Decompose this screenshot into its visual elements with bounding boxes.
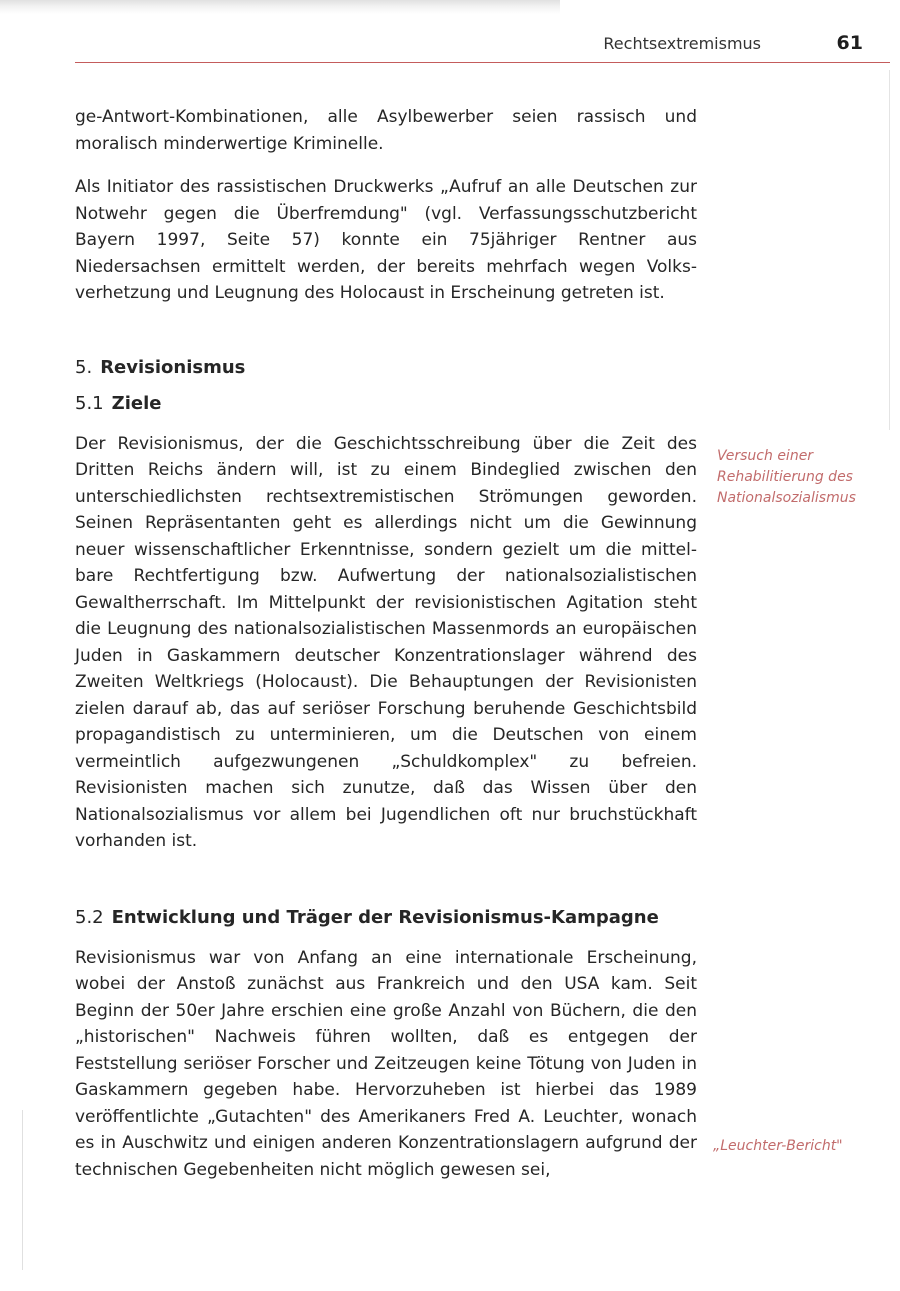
section-title: Revisionismus — [100, 356, 246, 378]
section-heading-5 — [75, 355, 697, 381]
section-title: Ziele — [111, 392, 162, 414]
section-number: 5.1 — [75, 392, 104, 414]
running-title: Rechtsextremismus — [603, 34, 761, 53]
scan-edge-line-left — [22, 1110, 23, 1270]
paragraph-entwicklung: Revisionismus war von Anfang an eine internationale Erscheinung, wobei der Anstoß zunächst aus Frankreich und den USA kam. Seit Beginn der 50er Jahre erschien eine große Anzahl von Büchern, die den „historischen" Nachweis führen wollten, daß es entgegen der Feststellung seriöser Forscher und Zeitzeugen keine Tötung von Juden in Gaskammern gegeben habe. Hervorzuheben ist hierbei das 1989 veröffentlichte „Gutachten" des Amerikaners Fred A. Leuchter, wonach es in Auschwitz und einigen anderen Konzentrationslagern aufgrund der technischen Gegebenheiten nicht möglich gewesen sei, — [75, 947, 697, 1180]
page-number: 61 — [836, 32, 863, 54]
scan-edge-line — [889, 70, 890, 430]
header-rule — [75, 62, 890, 63]
scan-shadow — [0, 0, 560, 14]
paragraph-continuation: ge-Antwort-Kombinationen, alle Asylbewerber seien rassisch und moralisch minderwertige Kriminelle. — [75, 107, 697, 154]
paragraph-initiator: Als Initiator des rassistischen Druckwerks „Aufruf an alle Deutschen zur Notwehr gegen die Überfremdung" (vgl. Verfassungsschutzbericht Bayern 1997, Seite 57) konnte ein 75jähriger Rentner aus Niedersachsen ermittelt werden, der bereits mehrfach wegen Volksverhetzung und Leugnung des Holocaust in Erscheinung getreten ist. — [75, 177, 697, 303]
section-number: 5. — [75, 356, 93, 378]
section-heading-5-1 — [75, 391, 697, 417]
section-title: Entwicklung und Träger der Revisionismus-Kampagne — [111, 906, 659, 928]
page-header — [75, 30, 863, 60]
main-text-column — [75, 104, 697, 1183]
margin-note-leuchter: „Leuchter-Bericht" — [713, 1138, 843, 1154]
section-number: 5.2 — [75, 906, 104, 928]
margin-note-rehabilitierung: Versuch einer Rehabilitierung des Nationalsozialismus — [717, 448, 856, 506]
section-heading-5-2 — [75, 905, 697, 931]
paragraph-ziele: Der Revisionismus, der die Geschichtsschreibung über die Zeit des Dritten Reichs ändern will, ist zu einem Bindeglied zwischen den unterschiedlichsten rechtsextremistischen Strömungen geworden. Seinen Repräsentanten geht es allerdings nicht um die Gewinnung neuer wissenschaftlicher Erkenntnisse, sondern gezielt um die mittelbare Rechtfertigung bzw. Aufwertung der nationalsozialistischen Gewaltherrschaft. Im Mittelpunkt der revisionistischen Agitation steht die Leugnung des nationalsozialistischen Massenmords an europäischen Juden in Gaskammern deutscher Konzentrationslager während des Zweiten Weltkriegs (Holocaust). Die Behauptungen der Revisionisten zielen darauf ab, das auf seriöser Forschung beruhende Geschichtsbild propagandistisch zu unterminieren, um die Deutschen von einem vermeintlich aufgezwungenen „Schuldkomplex" zu befreien. Revisionisten machen sich zunutze, daß das Wissen über den Nationalsozialismus vor allem bei Jugendlichen oft nur bruchstückhaft vorhanden ist. — [75, 433, 697, 851]
